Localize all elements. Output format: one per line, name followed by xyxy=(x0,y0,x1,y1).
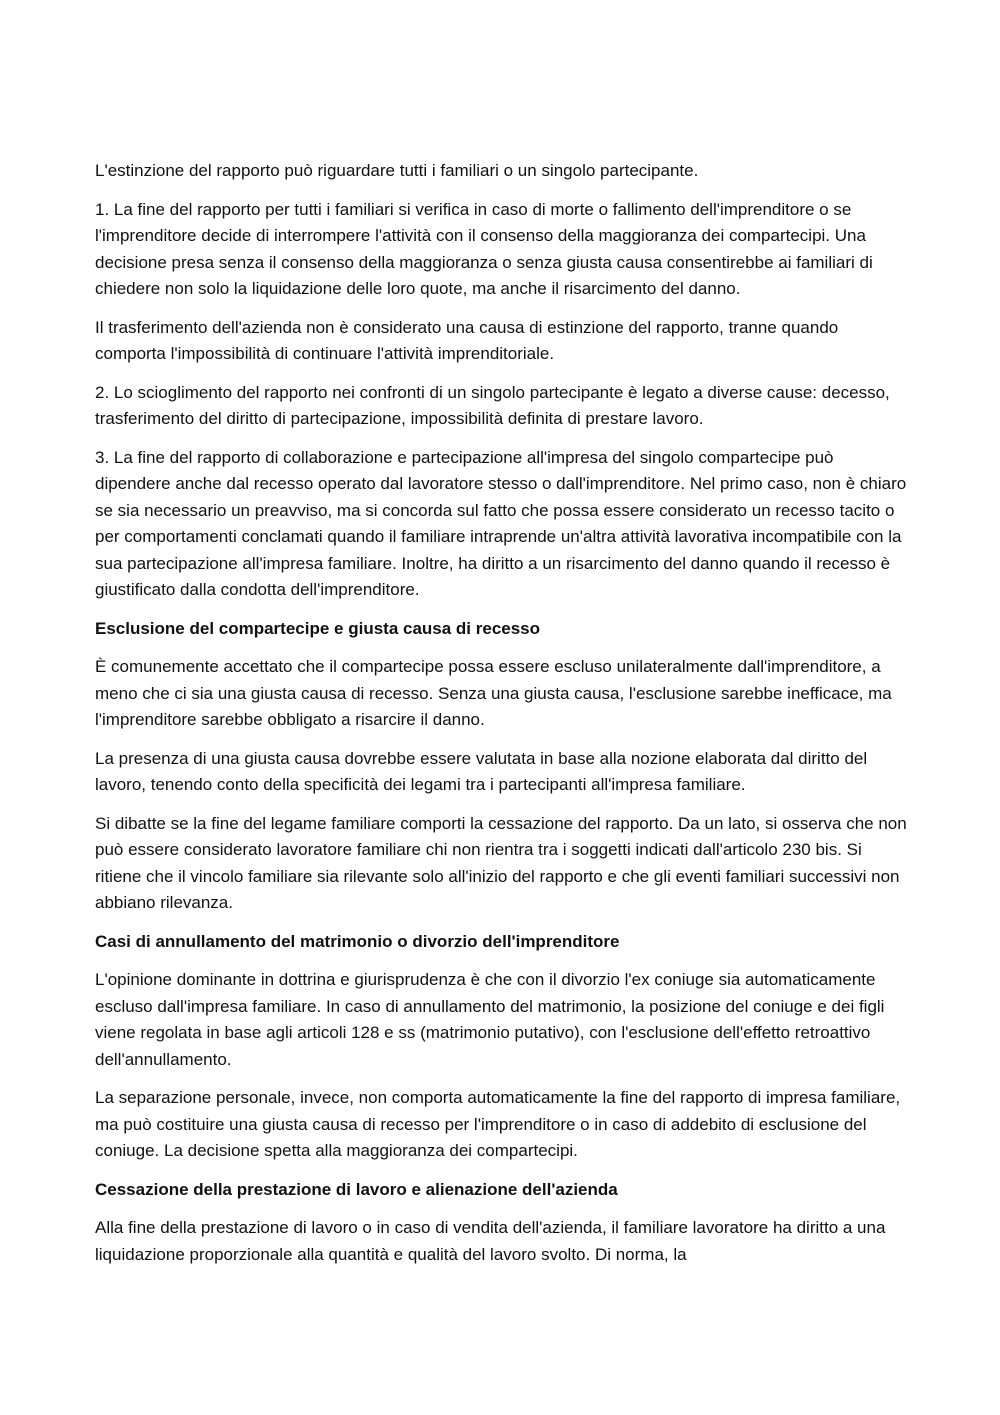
paragraph-separation: La separazione personale, invece, non comporta automaticamente la fine del rapporto di impresa familiare, ma può costituire una giusta causa di recesso per l'imprenditore o in caso di addebito di esclusione del coniuge. La decisione spetta alla maggioranza dei compartecipi. xyxy=(95,1088,901,1160)
document-page xyxy=(95,158,910,1280)
section-heading-cessation: Cessazione della prestazione di lavoro e alienazione dell'azienda xyxy=(95,1179,618,1199)
paragraph-exclusion: È comunemente accettato che il compartecipe possa essere escluso unilateralmente dall'imprenditore, a meno che ci sia una giusta causa di recesso. Senza una giusta causa, l'esclusione sarebbe inefficace, ma l'imprenditore sarebbe obbligato a risarcire il danno. xyxy=(95,657,892,729)
paragraph-intro: L'estinzione del rapporto può riguardare tutti i familiari o un singolo partecipante. xyxy=(95,161,699,180)
paragraph-point-1: 1. La fine del rapporto per tutti i familiari si verifica in caso di morte o fallimento dell'imprenditore o se l'imprenditore decide di interrompere l'attività con il consenso della maggioranza dei compartecipi. Una decisione presa senza il consenso della maggioranza o senza giusta causa consentirebbe ai familiari di chiedere non solo la liquidazione delle loro quote, ma anche il risarcimento del danno. xyxy=(95,199,873,298)
section-heading-exclusion: Esclusione del compartecipe e giusta causa di recesso xyxy=(95,618,541,638)
paragraph-family-bond: Si dibatte se la fine del legame familiare comporti la cessazione del rapporto. Da un lato, si osserva che non può essere considerato lavoratore familiare chi non rientra tra i soggetti indicati dall'articolo 230 bis. Si ritiene che il vincolo familiare sia rilevante solo all'inizio del rapporto e che gli eventi familiari successivi non abbiano rilevanza. xyxy=(95,813,907,912)
paragraph-transfer: Il trasferimento dell'azienda non è considerato una causa di estinzione del rapporto, tranne quando comporta l'impossibilità di continuare l'attività imprenditoriale. xyxy=(95,317,839,363)
paragraph-liquidation: Alla fine della prestazione di lavoro o in caso di vendita dell'azienda, il familiare lavoratore ha diritto a una liquidazione proporzionale alla quantità e qualità del lavoro svolto. Di norma, la xyxy=(95,1218,886,1264)
paragraph-point-2: 2. Lo scioglimento del rapporto nei confronti di un singolo partecipante è legato a diverse cause: decesso, trasferimento del diritto di partecipazione, impossibilità definita di prestare lavoro. xyxy=(95,382,890,428)
paragraph-point-3: 3. La fine del rapporto di collaborazione e partecipazione all'impresa del singolo compartecipe può dipendere anche dal recesso operato dal lavoratore stesso o dall'imprenditore. Nel primo caso, non è chiaro se sia necessario un preavviso, ma si concorda sul fatto che possa essere considerato un recesso tacito o per comportamenti conclamati quando il familiare intraprende un'altra attività lavorativa incompatibile con la sua partecipazione all'impresa familiare. Inoltre, ha diritto a un risarcimento del danno quando il recesso è giustificato dalla condotta dell'imprenditore. xyxy=(95,447,907,599)
paragraph-just-cause: La presenza di una giusta causa dovrebbe essere valutata in base alla nozione elaborata dal diritto del lavoro, tenendo conto della specificità dei legami tra i partecipanti all'impresa familiare. xyxy=(95,748,868,794)
paragraph-divorce: L'opinione dominante in dottrina e giurisprudenza è che con il divorzio l'ex coniuge sia automaticamente escluso dall'impresa familiare. In caso di annullamento del matrimonio, la posizione del coniuge e dei figli viene regolata in base agli articoli 128 e ss (matrimonio putativo), con l'esclusione dell'effetto retroattivo dell'annullamento. xyxy=(95,970,885,1069)
section-heading-annulment: Casi di annullamento del matrimonio o divorzio dell'imprenditore xyxy=(95,931,620,951)
